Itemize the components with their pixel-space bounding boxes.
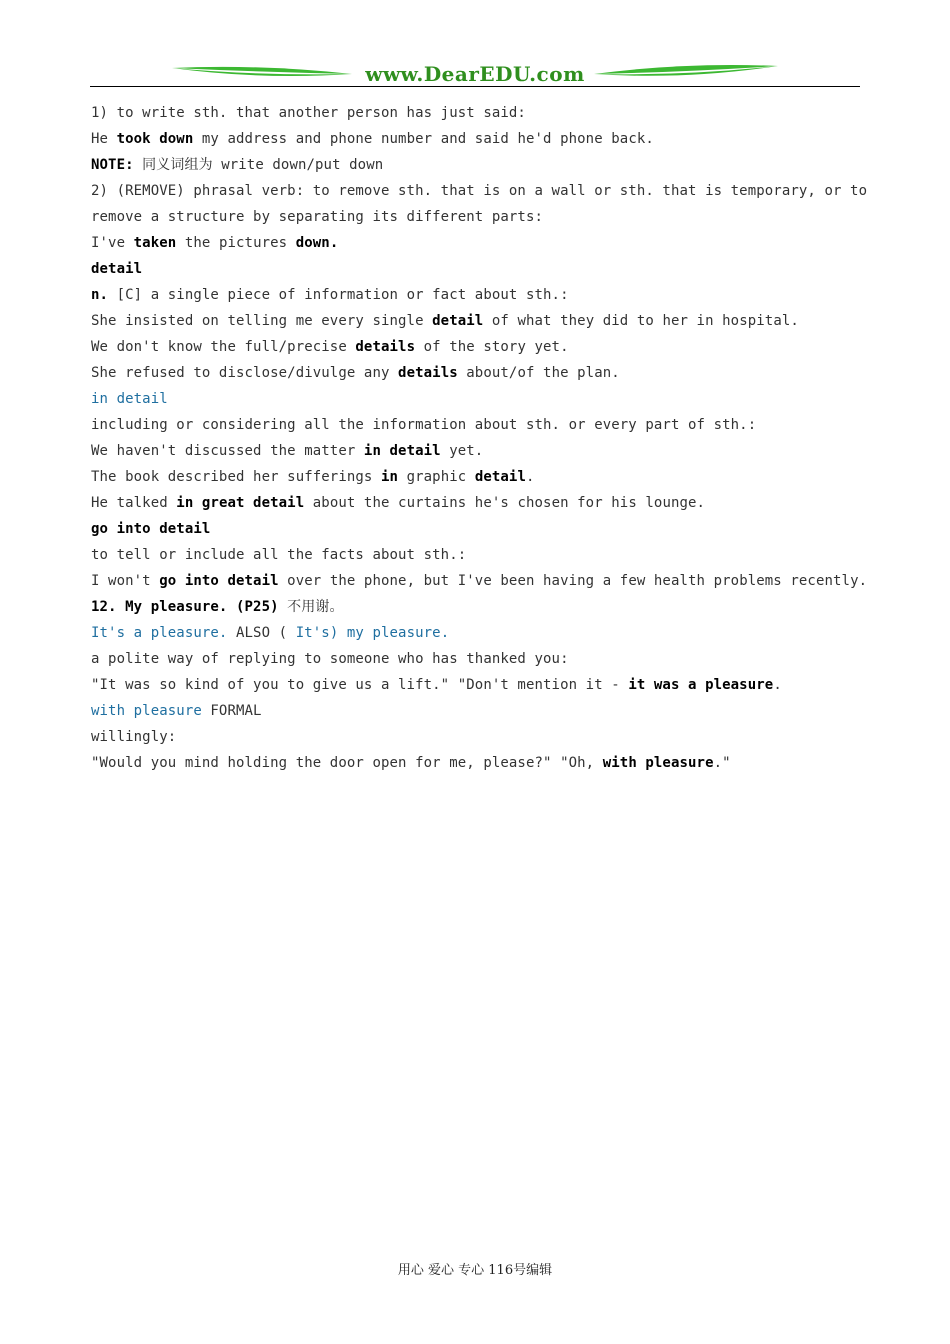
example-line: "Would you mind holding the door open for me, please?" "Oh, with pleasure." (91, 755, 731, 771)
definition-line: n. [C] a single piece of information or fact about sth.: (91, 287, 569, 303)
phrase-with-pleasure: with pleasure FORMAL (91, 703, 262, 719)
example-line: We haven't discussed the matter in detail yet. (91, 443, 484, 459)
definition-line: including or considering all the information about sth. or every part of sth.: (91, 417, 757, 433)
definition-line: willingly: (91, 729, 177, 745)
text-line: 2) (REMOVE) phrasal verb: to remove sth. that is on a wall or sth. that is temporary, or to (91, 183, 868, 199)
note-line: NOTE: 同义词组为 write down/put down (91, 157, 384, 173)
example-line: She refused to disclose/divulge any details about/of the plan. (91, 365, 620, 381)
text-line: 1) to write sth. that another person has just said: (91, 105, 526, 121)
definition-line: a polite way of replying to someone who has thanked you: (91, 651, 569, 667)
example-line: The book described her sufferings in graphic detail. (91, 469, 535, 485)
page-header (90, 60, 860, 92)
example-line: I won't go into detail over the phone, but I've been having a few health problems recently. (91, 573, 868, 589)
header-rule (90, 86, 860, 87)
text-line: remove a structure by separating its different parts: (91, 209, 544, 225)
example-line: He talked in great detail about the curtains he's chosen for his lounge. (91, 495, 706, 511)
example-line: We don't know the full/precise details of the story yet. (91, 339, 569, 355)
document-body (91, 100, 866, 776)
example-line: I've taken the pictures down. (91, 235, 339, 251)
phrase-its-a-pleasure: It's a pleasure. ALSO ( It's) my pleasure. (91, 625, 450, 641)
example-line: She insisted on telling me every single detail of what they did to her in hospital. (91, 313, 799, 329)
page-footer: 用心 爱心 专心 116号编辑 (397, 1263, 553, 1278)
definition-line: to tell or include all the facts about sth.: (91, 547, 467, 563)
example-line: He took down my address and phone number and said he'd phone back. (91, 131, 654, 147)
site-logo-text: www.DearEDU.com (365, 62, 585, 86)
headword-detail: detail (91, 261, 143, 277)
phrase-in-detail: in detail (91, 391, 168, 407)
phrase-go-into-detail: go into detail (91, 521, 211, 537)
section-heading-12: 12. My pleasure. (P25) 不用谢。 (91, 599, 344, 615)
example-line: "It was so kind of you to give us a lift." "Don't mention it - it was a pleasure. (91, 677, 782, 693)
